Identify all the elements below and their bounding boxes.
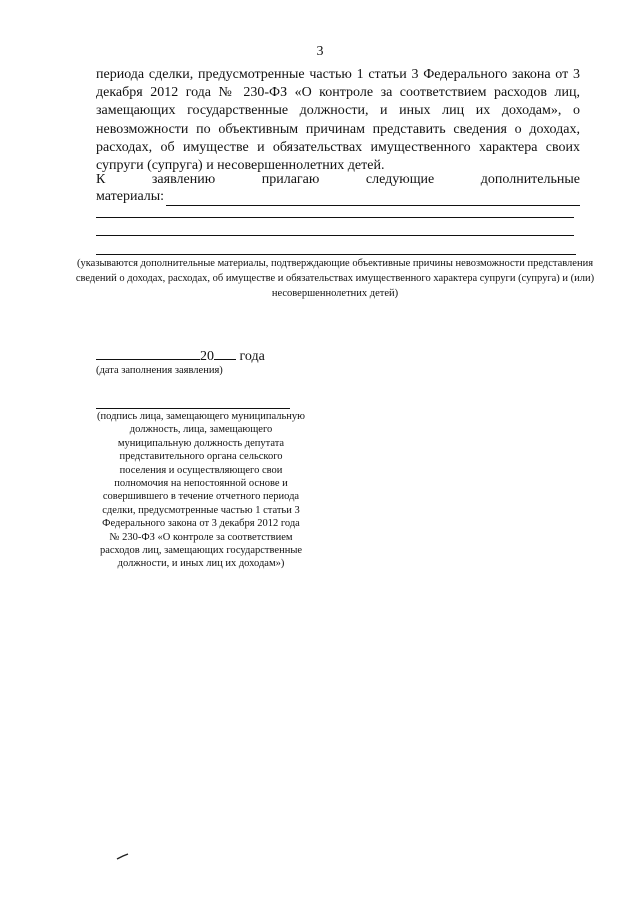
stray-pen-mark <box>116 851 130 861</box>
attach-word: прилагаю <box>261 172 320 187</box>
attach-word: следующие <box>365 172 435 187</box>
materials-note: (указываются дополнительные материалы, подтверждающие объективные причины невозможности представления сведений о доходах, расходах, об имуществе и обязательствах имущественного характера супруги (супруга) и (или) несовершеннолетних детей) <box>75 258 595 299</box>
statement-paragraph: периода сделки, предусмотренные частью 1 статьи 3 Федерального закона от 3 декабря 2012 года № 230-ФЗ «О контроле за соответствием расходов лиц, замещающих государственные должности, и иных лиц их доходам», о невозможности по объективным причинам представить сведения о доходах, расходах, об имуществе и обязательствах имущественного характера своих супруги (супруга) и несовершеннолетних детей. <box>96 67 580 174</box>
date-year-suffix: года <box>239 349 265 364</box>
materials-blank-line[interactable] <box>96 235 574 236</box>
materials-blank-line[interactable] <box>96 217 574 218</box>
date-line <box>96 346 265 366</box>
materials-row <box>96 188 580 206</box>
attachment-intro-line <box>96 171 580 189</box>
date-day-month-blank[interactable] <box>96 346 200 360</box>
materials-fill-line[interactable] <box>166 192 580 206</box>
attach-word: К <box>96 172 106 187</box>
date-year-blank[interactable] <box>214 346 236 360</box>
materials-label: материалы: <box>96 189 165 204</box>
attach-word: дополнительные <box>480 172 580 187</box>
signature-line[interactable] <box>96 408 290 409</box>
date-year-prefix: 20 <box>200 349 214 364</box>
attach-word: заявлению <box>151 172 216 187</box>
page-number: 3 <box>316 44 324 59</box>
materials-blank-line[interactable] <box>96 254 576 255</box>
date-caption: (дата заполнения заявления) <box>96 365 223 376</box>
signature-caption: (подпись лица, замещающего муниципальную должность, лица, замещающего муниципальную должность депутата представительного органа сельского поселения и осуществляющего свои полномочия на непостоянной основе и совершившего в течение отчетного периода сделки, предусмотренные частью 1 статьи 3 Федерального закона от 3 декабря 2012 года № 230-ФЗ «О контроле за соответствием расходов лиц, замещающих государственные должности, и иных лиц их доходам») <box>97 411 305 570</box>
